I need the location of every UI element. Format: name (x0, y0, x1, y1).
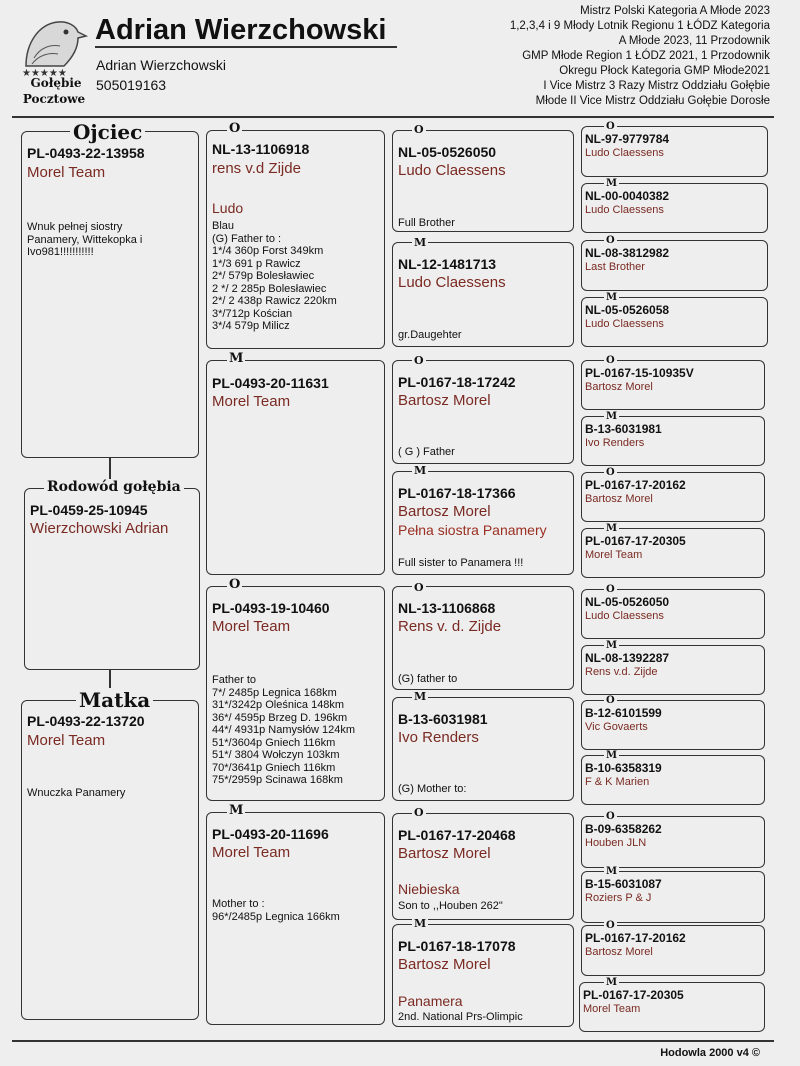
gen3-box-3[interactable] (392, 471, 574, 575)
ring-number: NL-12-1481713 (398, 256, 497, 272)
owner-name: rens v.d Zijde (212, 160, 301, 177)
owner-name: Morel Team (212, 844, 291, 861)
note-line: (G) Mother to: (398, 783, 467, 795)
ring-number: NL-13-1106918 (212, 141, 310, 157)
sex-marker: M (414, 464, 427, 477)
header-divider (12, 116, 774, 118)
logo (16, 14, 92, 110)
sex-marker: O (229, 577, 241, 592)
sex-marker: O (606, 920, 615, 931)
note-line: 75*/2959p Scinawa 168km (212, 774, 343, 786)
breeder-phone: 505019163 (96, 77, 167, 93)
note-line: 2nd. National Prs-Olimpic (398, 1011, 523, 1023)
gen4-box-12[interactable] (581, 816, 765, 868)
note-line: 3*/4 579p Milicz (212, 320, 290, 332)
sex-marker: M (229, 351, 244, 366)
note-line: 2 */ 2 285p Bolesławiec (212, 282, 327, 295)
gen3-box-1[interactable] (392, 242, 574, 347)
subject-label: Rodowód gołębia (44, 479, 184, 495)
logo-text-1: Gołębie (30, 76, 82, 90)
note-line: Wnuk pełnej siostry (27, 221, 123, 233)
owner-name: Rens v. d. Zijde (398, 618, 502, 635)
subject-box[interactable] (24, 488, 200, 670)
gen3-box-5[interactable] (392, 697, 574, 801)
sex-marker: O (606, 355, 615, 366)
note-line: 3*/712p Kościan (212, 307, 293, 320)
ring-number: B-15-6031087 (585, 877, 662, 891)
ring-number: NL-08-3812982 (585, 246, 670, 260)
mother-notes (27, 787, 125, 800)
gen2-box-2[interactable] (206, 586, 385, 801)
gen4-box-11[interactable] (581, 755, 765, 805)
note-line: 36*/ 4595p Brzeg D. 196km (212, 711, 348, 724)
title-underline (95, 46, 397, 48)
owner-name: Houben JLN (585, 837, 647, 849)
achievement-line: GMP Młode Region 1 ŁÓDZ 2021, 1 Przodownik (522, 50, 770, 62)
ring-number: PL-0167-17-20468 (398, 827, 516, 843)
ring-number: PL-0167-17-20162 (585, 478, 686, 492)
father-owner: Morel Team (27, 164, 106, 181)
note-line: 1*/3 691 p Rawicz (212, 257, 301, 270)
note-line: 2*/ 579p Bolesławiec (212, 270, 315, 282)
father-ring: PL-0493-22-13958 (27, 145, 145, 161)
note-line: ( G ) Father (398, 446, 455, 458)
gen4-box-5[interactable] (581, 416, 765, 466)
owner-name: Bartosz Morel (398, 392, 491, 409)
gen4-box-0[interactable] (581, 126, 768, 177)
ring-number: B-09-6358262 (585, 822, 662, 836)
note-line: 96*/2485p Legnica 166km (212, 910, 340, 923)
sex-marker: M (606, 866, 618, 877)
sex-marker: M (414, 236, 427, 249)
ring-number: PL-0167-18-17078 (398, 938, 516, 954)
owner-name: F & K Marien (585, 776, 650, 788)
gen4-box-10[interactable] (581, 700, 765, 750)
results (212, 220, 337, 333)
sex-marker: O (414, 123, 424, 136)
gen4-box-6[interactable] (581, 472, 765, 522)
sex-marker: M (606, 750, 618, 761)
sex-marker: O (229, 121, 241, 136)
owner-name: Morel Team (585, 549, 643, 561)
gen3-box-7[interactable] (392, 924, 574, 1027)
subject-ring: PL-0459-25-10945 (30, 502, 148, 518)
owner-name: Ivo Renders (585, 437, 645, 449)
ring-number: B-13-6031981 (398, 711, 488, 727)
father-label: Ojciec (70, 120, 145, 144)
pigeon-color: Pełna siostra Panamery (398, 522, 547, 538)
sex-marker: O (606, 121, 615, 132)
gen3-box-0[interactable] (392, 130, 574, 232)
ring-number: NL-00-0040382 (585, 189, 670, 203)
note-line: Father to (212, 674, 257, 686)
note-line: Son to ,,Houben 262" (398, 900, 503, 912)
gen4-box-15[interactable] (579, 982, 765, 1032)
pigeon-color: Panamera (398, 993, 463, 1009)
note-line: gr.Daugehter (398, 329, 462, 341)
ring-number: NL-13-1106868 (398, 600, 496, 616)
owner-name: Ludo Claessens (585, 610, 664, 622)
ring-number: PL-0167-17-20162 (585, 931, 686, 945)
ring-number: PL-0167-17-20305 (583, 988, 684, 1002)
sex-marker: M (606, 411, 618, 422)
mother-ring: PL-0493-22-13720 (27, 713, 145, 729)
pigeon-logo-icon (16, 14, 92, 78)
gen4-box-1[interactable] (581, 183, 768, 233)
ring-number: B-12-6101599 (585, 706, 662, 720)
owner-name: Morel Team (212, 393, 291, 410)
owner-name: Bartosz Morel (585, 381, 653, 393)
ring-number: PL-0493-19-10460 (212, 600, 330, 616)
gen4-box-14[interactable] (581, 925, 765, 976)
note-line: 1*/4 360p Forst 349km (212, 245, 324, 257)
sex-marker: O (606, 695, 615, 706)
gen4-box-13[interactable] (581, 871, 765, 923)
ring-number: PL-0493-20-11696 (212, 826, 329, 842)
results (212, 898, 340, 923)
ring-number: NL-05-0526050 (398, 144, 497, 160)
father-notes (27, 221, 142, 259)
gen3-box-4[interactable] (392, 586, 574, 690)
note-line: 51*/ 3804 Wołczyn 103km (212, 749, 340, 761)
ring-number: B-13-6031981 (585, 422, 662, 436)
ring-number: PL-0493-20-11631 (212, 375, 329, 391)
ring-number: PL-0167-15-10935V (585, 366, 694, 380)
ring-number: PL-0167-18-17366 (398, 485, 516, 501)
note-line: 44*/ 4931p Namysłów 124km (212, 724, 356, 736)
ring-number: NL-97-9779784 (585, 132, 670, 146)
svg-text:★★★★★: ★★★★★ (22, 68, 67, 78)
page-title: Adrian Wierzchowski (95, 14, 387, 46)
gen4-box-3[interactable] (581, 297, 768, 347)
sex-marker: M (606, 292, 618, 303)
note-line: 70*/3641p Gniech 116km (212, 761, 336, 774)
sex-marker: M (606, 977, 618, 988)
gen2-box-1[interactable] (206, 360, 385, 575)
gen2-box-3[interactable] (206, 812, 385, 1025)
note-line: Full Brother (398, 217, 455, 229)
sex-marker: M (414, 690, 427, 703)
mother-box[interactable] (21, 700, 199, 1020)
note-line: Panamery, Wittekopka i (27, 233, 143, 246)
sex-marker: O (414, 354, 424, 367)
sex-marker: O (606, 467, 615, 478)
note-line: 51*/3604p Gniech 116km (212, 736, 336, 749)
owner-name: Roziers P & J (585, 892, 652, 904)
mother-label: Matka (76, 688, 153, 712)
sex-marker: O (606, 235, 615, 246)
owner-name: Bartosz Morel (398, 845, 491, 862)
owner-name: Bartosz Morel (398, 956, 491, 973)
footer-text: Hodowla 2000 v4 © (660, 1047, 760, 1059)
note-line: (G) father to (398, 673, 458, 685)
pigeon-color: Niebieska (398, 881, 460, 897)
owner-name: Ludo Claessens (398, 274, 506, 291)
owner-name: Morel Team (583, 1003, 641, 1015)
achievement-line: A Młode 2023, 11 Przodownik (618, 35, 770, 47)
owner-name: Ludo Claessens (585, 318, 664, 330)
owner-name: Ludo Claessens (585, 147, 664, 159)
note-line: Mother to : (212, 898, 265, 910)
gen4-box-9[interactable] (581, 645, 765, 695)
sex-marker: O (606, 584, 615, 595)
pigeon-color: Ludo (212, 200, 244, 216)
owner-name: Ludo Claessens (585, 204, 664, 216)
gen4-box-7[interactable] (581, 528, 765, 578)
note-line: 7*/ 2485p Legnica 168km (212, 686, 337, 699)
gen3-box-2[interactable] (392, 360, 574, 464)
sex-marker: M (414, 917, 427, 930)
sex-marker: M (606, 640, 618, 651)
owner-name: Morel Team (212, 618, 291, 635)
footer-divider (12, 1040, 774, 1042)
ring-number: B-10-6358319 (585, 761, 662, 775)
ring-number: PL-0167-17-20305 (585, 534, 686, 548)
logo-text-2: Pocztowe (22, 92, 86, 106)
owner-name: Ludo Claessens (398, 162, 506, 179)
owner-name: Ivo Renders (398, 729, 479, 746)
sex-marker: O (414, 581, 424, 594)
subject-owner: Wierzchowski Adrian (30, 520, 169, 537)
gen4-box-2[interactable] (581, 240, 768, 291)
ring-number: NL-08-1392287 (585, 651, 670, 665)
note-line: Wnuczka Panamery (27, 787, 126, 799)
note-line: Ivo981!!!!!!!!!!! (27, 246, 94, 258)
owner-name: Bartosz Morel (398, 503, 491, 520)
achievement-line: Młode II Vice Mistrz Oddziału Gołębie Dorosłe (535, 95, 770, 107)
breeder-name: Adrian Wierzchowski (96, 57, 226, 73)
sex-marker: M (606, 178, 618, 189)
achievement-line: Mistrz Polski Kategoria A Młode 2023 (580, 5, 770, 17)
gen4-box-8[interactable] (581, 589, 765, 639)
owner-name: Vic Govaerts (585, 721, 648, 733)
gen3-box-6[interactable] (392, 813, 574, 920)
sex-marker: O (606, 811, 615, 822)
note-line: Blau (212, 220, 235, 232)
sex-marker: M (229, 803, 244, 818)
ring-number: NL-05-0526058 (585, 303, 670, 317)
note-line: 31*/3242p Oleśnica 148km (212, 699, 345, 711)
owner-name: Rens v.d. Zijde (585, 666, 658, 678)
owner-name: Bartosz Morel (585, 493, 653, 505)
note-line: 2*/ 2 438p Rawicz 220km (212, 295, 337, 307)
sex-marker: M (606, 523, 618, 534)
gen4-box-4[interactable] (581, 360, 765, 410)
achievement-line: I Vice Mistrz 3 Razy Mistrz Oddziału Gołębie (543, 80, 770, 92)
mother-owner: Morel Team (27, 732, 106, 749)
note-line: (G) Father to : (212, 232, 282, 245)
owner-name: Bartosz Morel (585, 946, 653, 958)
achievement-line: Okregu Płock Kategoria GMP Młode2021 (559, 65, 770, 77)
father-box[interactable] (21, 131, 199, 458)
achievement-line: 1,2,3,4 i 9 Młody Lotnik Regionu 1 ŁÓDZ Kategoria (509, 20, 770, 32)
ring-number: PL-0167-18-17242 (398, 374, 516, 390)
ring-number: NL-05-0526050 (585, 595, 670, 609)
gen2-box-0[interactable] (206, 130, 385, 349)
results (212, 674, 355, 787)
achievements (510, 4, 770, 109)
note-line: Full sister to Panamera !!! (398, 557, 524, 569)
owner-name: Last Brother (585, 261, 645, 273)
sex-marker: O (414, 806, 424, 819)
